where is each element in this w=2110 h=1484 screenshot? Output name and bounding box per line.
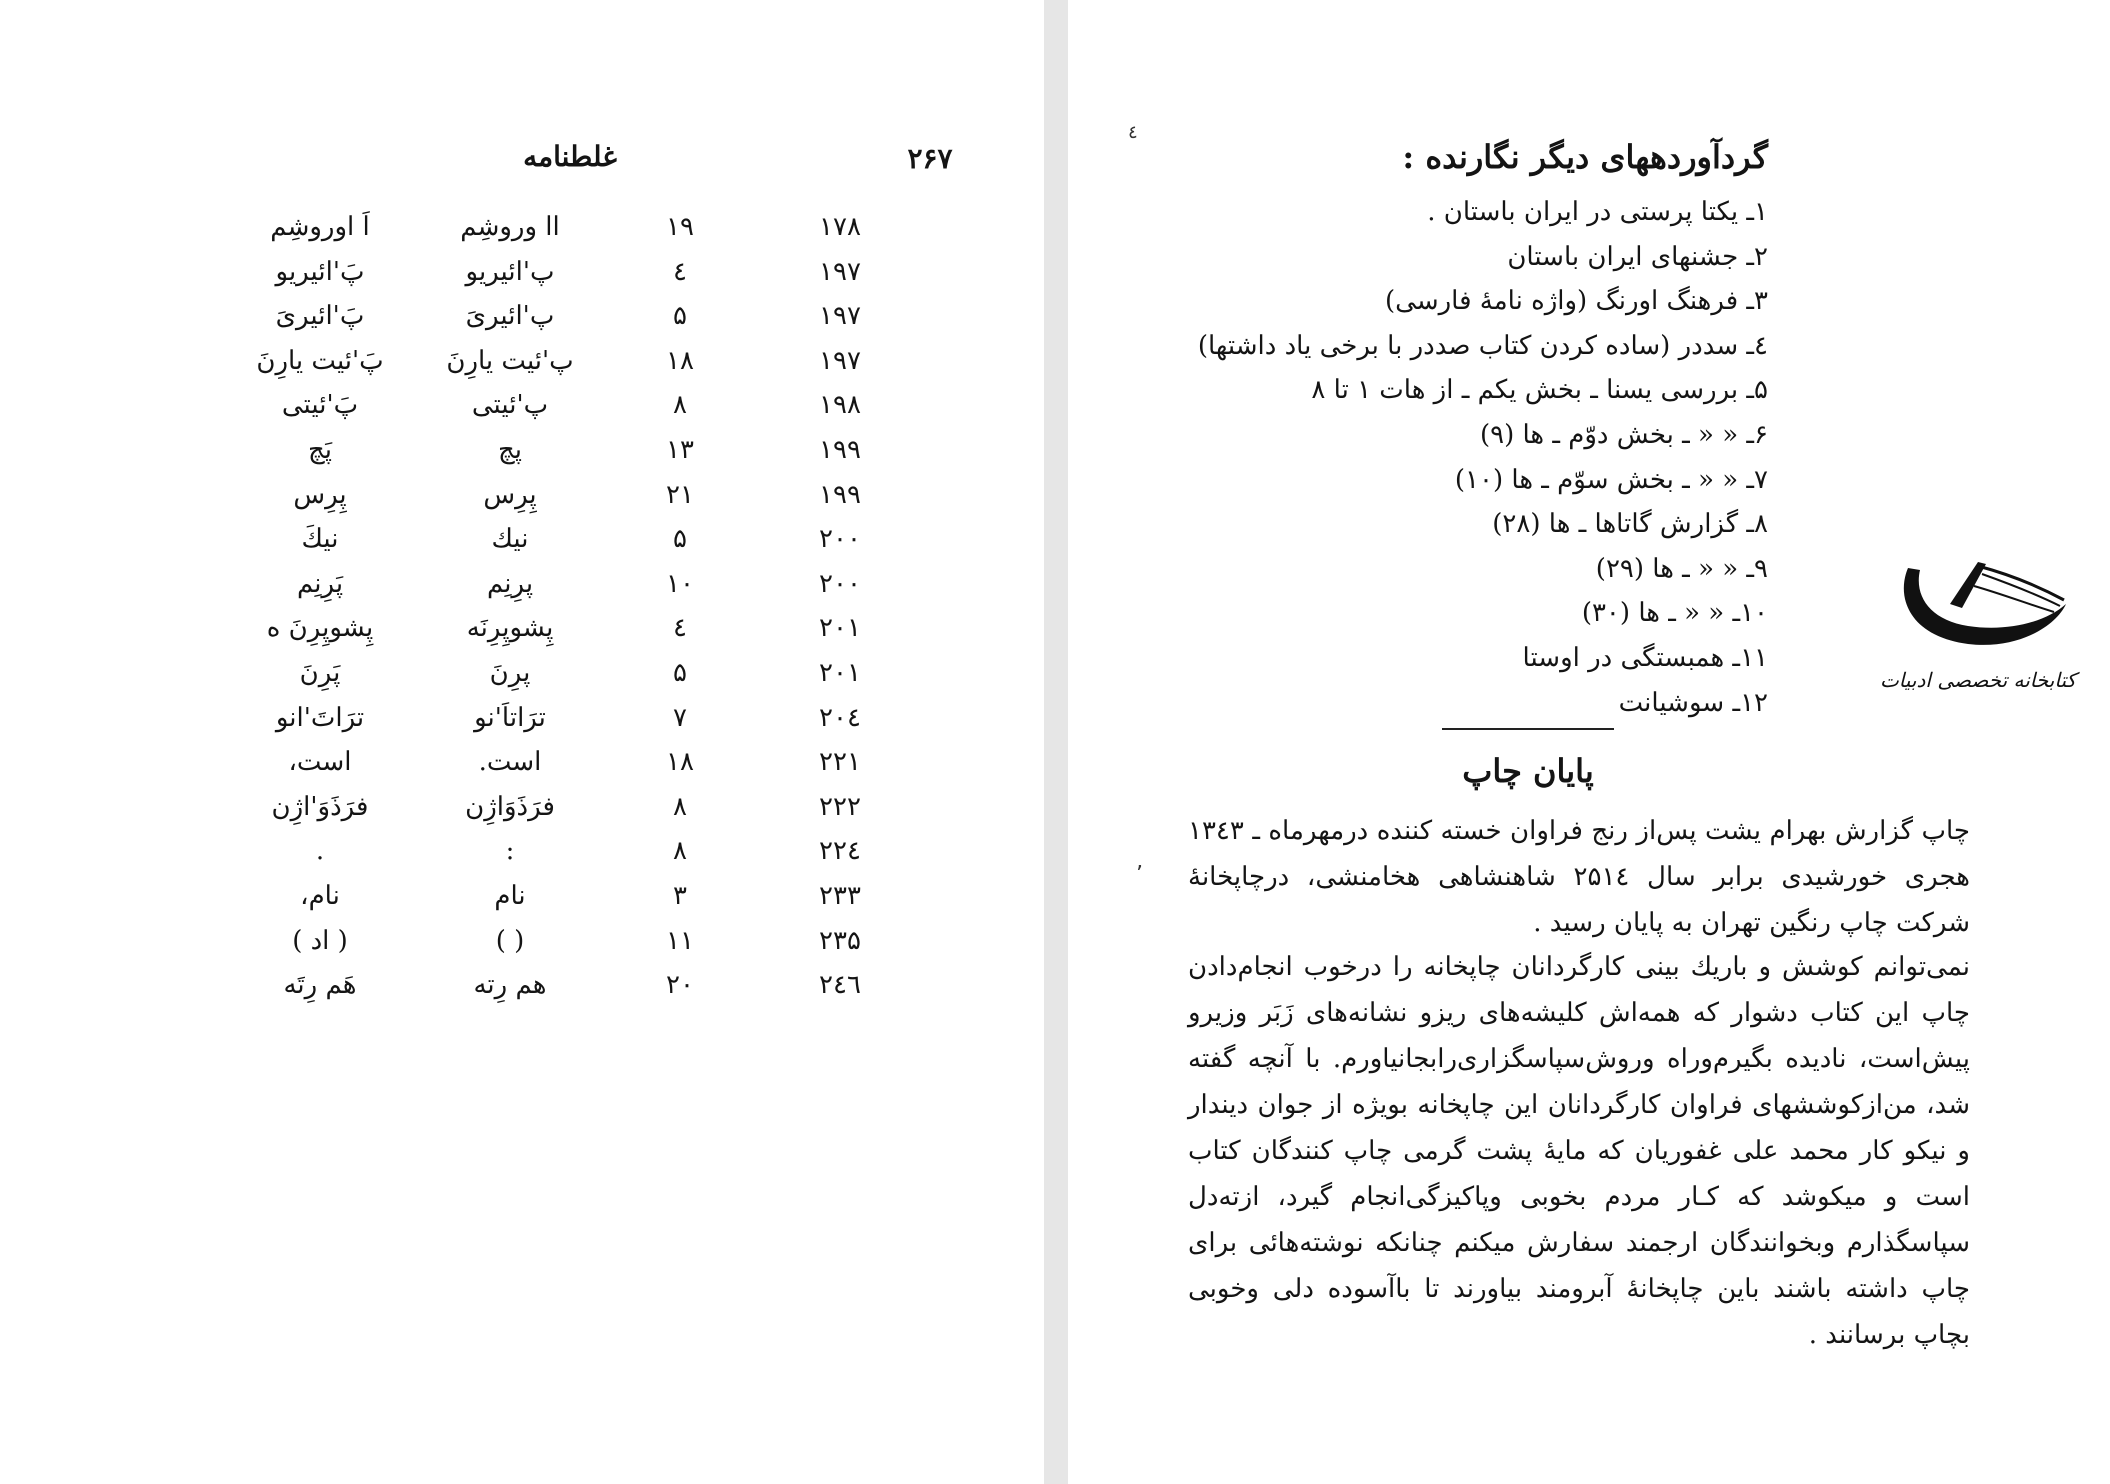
errata-page-cell: ۱۹۸ <box>819 390 861 421</box>
errata-page-cell: ۲۰۱ <box>819 613 861 644</box>
errata-correct-cell: پَ'ائیریَ <box>275 301 365 332</box>
works-list-item: ۳ـ فرهنگ اورنگ (واژه نامهٔ فارسی) <box>1385 286 1768 317</box>
errata-row <box>240 829 900 874</box>
errata-row <box>240 963 900 1008</box>
errata-row <box>240 250 900 295</box>
works-list-item: ۱۲ـ سوشیانت <box>1618 687 1768 718</box>
errata-wrong-cell: ترَاتاَ'نو <box>474 702 546 733</box>
errata-line-cell: ۸ <box>673 390 687 421</box>
errata-line-cell: ۵ <box>673 657 687 688</box>
errata-correct-cell: ( اد ) <box>292 925 348 956</box>
errata-row <box>240 339 900 384</box>
errata-line-cell: ۸ <box>673 836 687 867</box>
errata-correct-cell: پَ'ائیریو <box>275 256 365 287</box>
errata-page-cell: ۱۹۷ <box>819 301 861 332</box>
divider <box>1442 728 1614 730</box>
errata-page-cell: ۲٤٦ <box>819 970 861 1001</box>
errata-page-cell: ۱۹۷ <box>819 345 861 376</box>
errata-wrong-cell: هم رِته <box>473 970 547 1001</box>
errata-page-cell: ۲۳۳ <box>819 880 861 911</box>
errata-wrong-cell: پرِنَ <box>489 657 531 688</box>
errata-correct-cell: فرَذَوَ'اژِن <box>271 791 369 822</box>
errata-wrong-cell: : <box>505 836 515 867</box>
errata-row <box>240 651 900 696</box>
errata-correct-cell: پِرِس <box>293 479 347 510</box>
errata-line-cell: ۱۱ <box>666 925 694 956</box>
margin-mark: ٬ <box>1136 862 1143 887</box>
errata-wrong-cell: است. <box>478 747 542 778</box>
errata-correct-cell: پَرِنَ <box>299 657 341 688</box>
errata-line-cell: ۵ <box>673 524 687 555</box>
errata-row <box>240 874 900 919</box>
end-title: پایان چاپ <box>1462 752 1594 790</box>
errata-wrong-cell: پ'ئیتی <box>471 390 549 421</box>
errata-row <box>240 294 900 339</box>
errata-page-cell: ۲۲٤ <box>819 836 861 867</box>
page-number: ۲۶۷ <box>907 142 953 175</box>
errata-wrong-cell: ( ) <box>495 925 525 956</box>
errata-line-cell: ۱۸ <box>666 747 694 778</box>
works-list-item: ۹ـ « « ـ ها (۲۹) <box>1595 553 1768 584</box>
errata-row <box>240 696 900 741</box>
errata-correct-cell: هَم رِتَه <box>283 970 357 1001</box>
errata-row <box>240 562 900 607</box>
works-list-item: ٤ـ سددر (ساده کردن کتاب صددر با برخی یاد داشتها) <box>1197 330 1768 361</box>
paragraph-acknowledgement: نمی‌توانم کوشش و باریك بینی کارگردانان چاپخانه را درخوب انجام‌دادن چاپ این کتاب دشوار که همه‌اش کلیشه‌های ریزو نشانه‌های زَبَر وزیرو پیش‌است، نادیده بگیرم‌وراه وروش‌سپاسگزاری‌رابجانیاورم. با آنچه گفته شد، من‌ازکوششهای فراوان کارگردانان این چاپخانه بویژه از جوان دیندار و نیکو کار محمد علی غفوریان که مایهٔ پشت گرمی چاپ کنندگان کتاب است و میکوشد که کـار مردم بخوبی وپاکیزگی‌انجام گیرد، ازته‌دل سپاسگذارم ‌وبخوانندگان ارجمند سفارش میکنم چنانکه نوشته‌هائی برای چاپ داشته باشند باین چاپخانهٔ آبرومند بیاورند تا باآسوده دلی وخوبی بچاپ برسانند . <box>1188 952 1970 1350</box>
errata-line-cell: ۱۰ <box>666 568 694 599</box>
errata-correct-cell: ترَاتَ'انو <box>275 702 365 733</box>
errata-line-cell: ۱۳ <box>666 434 694 465</box>
errata-correct-cell: پِشوپِرِنَ ه <box>266 613 374 644</box>
errata-wrong-cell: پ'ائیریو <box>465 256 555 287</box>
errata-line-cell: ٤ <box>673 613 687 644</box>
errata-correct-cell: نیكَ <box>301 524 339 555</box>
errata-line-cell: ۳ <box>673 880 687 911</box>
errata-line-cell: ۷ <box>673 702 687 733</box>
errata-wrong-cell: نام <box>494 880 526 911</box>
errata-wrong-cell: نیك <box>491 524 529 555</box>
errata-page-cell: ۲۰٤ <box>819 702 861 733</box>
errata-page-cell: ۱۷۸ <box>819 212 861 242</box>
errata-row <box>240 473 900 518</box>
corner-mark: ٤ <box>1128 122 1138 143</box>
errata-page-cell: ۲۰۰ <box>819 568 861 599</box>
errata-line-cell: ٤ <box>673 256 687 287</box>
errata-correct-cell: . <box>315 836 325 867</box>
works-list-item: ۸ـ گزارش گاتاها ـ ها (۲۸) <box>1492 509 1768 540</box>
errata-row <box>240 517 900 562</box>
stamp-text: کتابخانه تخصصی ادبیات <box>1879 668 2077 692</box>
works-list-item: ۶ـ « « ـ بخش دوّم ـ ها (۹) <box>1479 419 1768 450</box>
works-list <box>1197 190 1768 725</box>
works-list-item: ۵ـ بررسی یسنا ـ بخش یکم ـ از هات ۱ تا ۸ <box>1311 375 1768 406</box>
errata-page-cell: ۲۰۰ <box>819 524 861 555</box>
errata-page-cell: ۱۹۹ <box>819 479 861 510</box>
page-header: غلطنامه <box>523 140 617 173</box>
errata-wrong-cell: پرِنِم <box>486 568 534 599</box>
library-stamp <box>1878 556 2078 736</box>
errata-page-cell: ۲۰۱ <box>819 657 861 688</box>
errata-row <box>240 785 900 830</box>
errata-wrong-cell: فرَذَوَاژِن <box>465 791 555 822</box>
errata-row <box>240 383 900 428</box>
errata-wrong-cell: پ'ئیت یارِنَ <box>446 345 574 376</box>
errata-page-cell: ۲۲۲ <box>819 791 861 822</box>
errata-page-cell: ۲۳۵ <box>819 925 861 956</box>
errata-wrong-cell: پ'ائیریَ <box>465 301 555 332</box>
errata-row <box>240 740 900 785</box>
errata-correct-cell: است، <box>288 747 352 778</box>
errata-wrong-cell: پِشوپِرِنَه <box>466 613 554 644</box>
errata-wrong-cell: اا وروشِم <box>460 212 560 242</box>
errata-wrong-cell: پِرِس <box>483 479 537 510</box>
works-list-item: ۱۱ـ همبستگی در اوستا <box>1522 642 1768 673</box>
errata-line-cell: ۲۱ <box>666 479 694 510</box>
works-list-item: ۲ـ جشنهای ایران باستان <box>1507 241 1768 272</box>
errata-row <box>240 919 900 964</box>
paragraph-printing-note: چاپ گزارش بهرام یشت پس‌از رنج فراوان خسته کننده درمهرماه ـ ۱۳٤۳ هجری خورشیدی برابر سال ۲۵۱٤ شاهنشاهی هخامنشی، درچاپخانهٔ شرکت چاپ رنگین تهران به پایان رسید . <box>1188 816 1970 938</box>
left-page <box>0 0 1044 1484</box>
errata-page-cell: ۱۹۷ <box>819 256 861 287</box>
errata-correct-cell: نام، <box>300 880 340 911</box>
works-heading: گردآوردههای دیگر نگارنده : <box>1402 138 1768 176</box>
works-list-item: ۱ـ یکتا پرستی در ایران باستان . <box>1427 197 1768 227</box>
errata-correct-cell: اَ اوروشِم <box>270 212 370 242</box>
errata-row <box>240 428 900 473</box>
errata-page-cell: ۲۲۱ <box>819 747 861 778</box>
errata-line-cell: ۲۰ <box>666 970 694 1001</box>
right-page <box>1068 0 2110 1484</box>
errata-table <box>240 205 900 1008</box>
book-stamp-icon <box>1878 556 2078 666</box>
errata-page-cell: ۱۹۹ <box>819 434 861 465</box>
errata-correct-cell: پَ'ئیت یارِنَ <box>256 345 384 376</box>
errata-line-cell: ۸ <box>673 791 687 822</box>
works-list-item: ۱۰ـ « « ـ ها (۳۰) <box>1581 598 1768 629</box>
errata-row <box>240 205 900 250</box>
errata-line-cell: ۵ <box>673 301 687 332</box>
errata-wrong-cell: پچ <box>497 434 523 465</box>
errata-correct-cell: پَچ <box>307 434 333 465</box>
errata-row <box>240 606 900 651</box>
errata-line-cell: ۱۸ <box>666 345 694 376</box>
errata-correct-cell: پَ'ئیتی <box>281 390 359 421</box>
errata-correct-cell: پَرِنِم <box>296 568 344 599</box>
errata-line-cell: ۱۹ <box>666 212 694 242</box>
works-list-item: ۷ـ « « ـ بخش سوّم ـ ها (۱۰) <box>1454 464 1768 495</box>
